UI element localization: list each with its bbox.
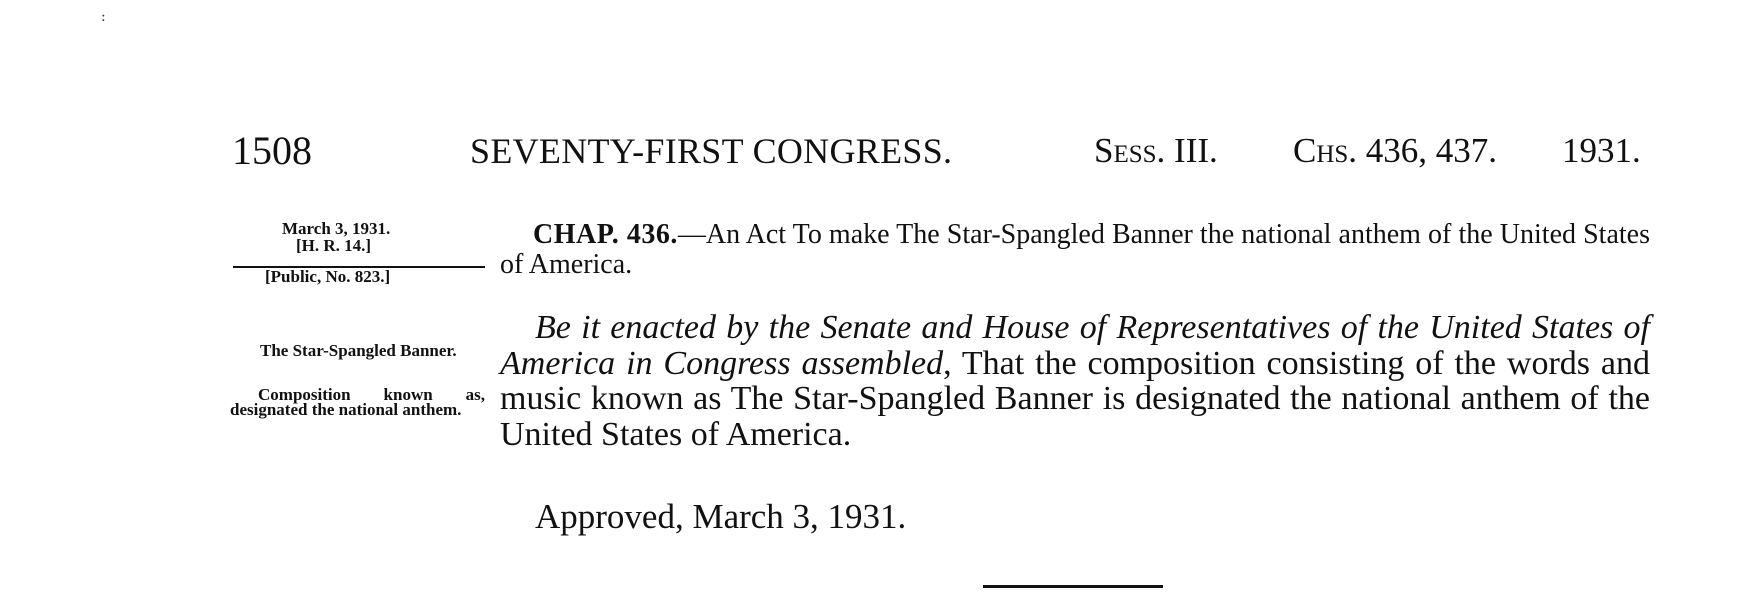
running-header	[232, 129, 1652, 173]
sidenote-date: March 3, 1931.	[282, 219, 391, 238]
enacting-formula: Be it enacted by the Senate and House of Representatives of the United States of America in Congress assembled	[500, 309, 1650, 382]
session-label: Sess. III.	[1094, 131, 1218, 170]
chapters-label: Chs. 436, 437.	[1293, 131, 1498, 170]
congress-title: SEVENTY-FIRST CONGRESS.	[470, 131, 953, 171]
chapter-heading	[500, 220, 1650, 280]
header-year: 1931.	[1562, 131, 1641, 170]
enacting-text: , That the composition consisting of the words and music known as The Star-Spangled Banner is designated the national anthem of the United States of America.	[500, 344, 1650, 453]
stray-mark: :	[101, 9, 106, 25]
page-number: 1508	[232, 128, 312, 173]
end-rule	[983, 585, 1163, 588]
approval-line: Approved, March 3, 1931.	[535, 497, 907, 536]
chapter-title: —An Act To make The Star-Spangled Banner the national anthem of the United States of America.	[500, 219, 1650, 280]
sidenote-bill-number: [H. R. 14.]	[296, 236, 372, 255]
margin-note-composition: Composition known as, designated the national anthem.	[230, 385, 485, 419]
enacting-clause	[500, 310, 1650, 452]
margin-note-banner: The Star-Spangled Banner.	[260, 341, 457, 360]
sidenote-public-law: [Public, No. 823.]	[265, 267, 391, 286]
chapter-label: CHAP. 436.	[533, 219, 678, 250]
